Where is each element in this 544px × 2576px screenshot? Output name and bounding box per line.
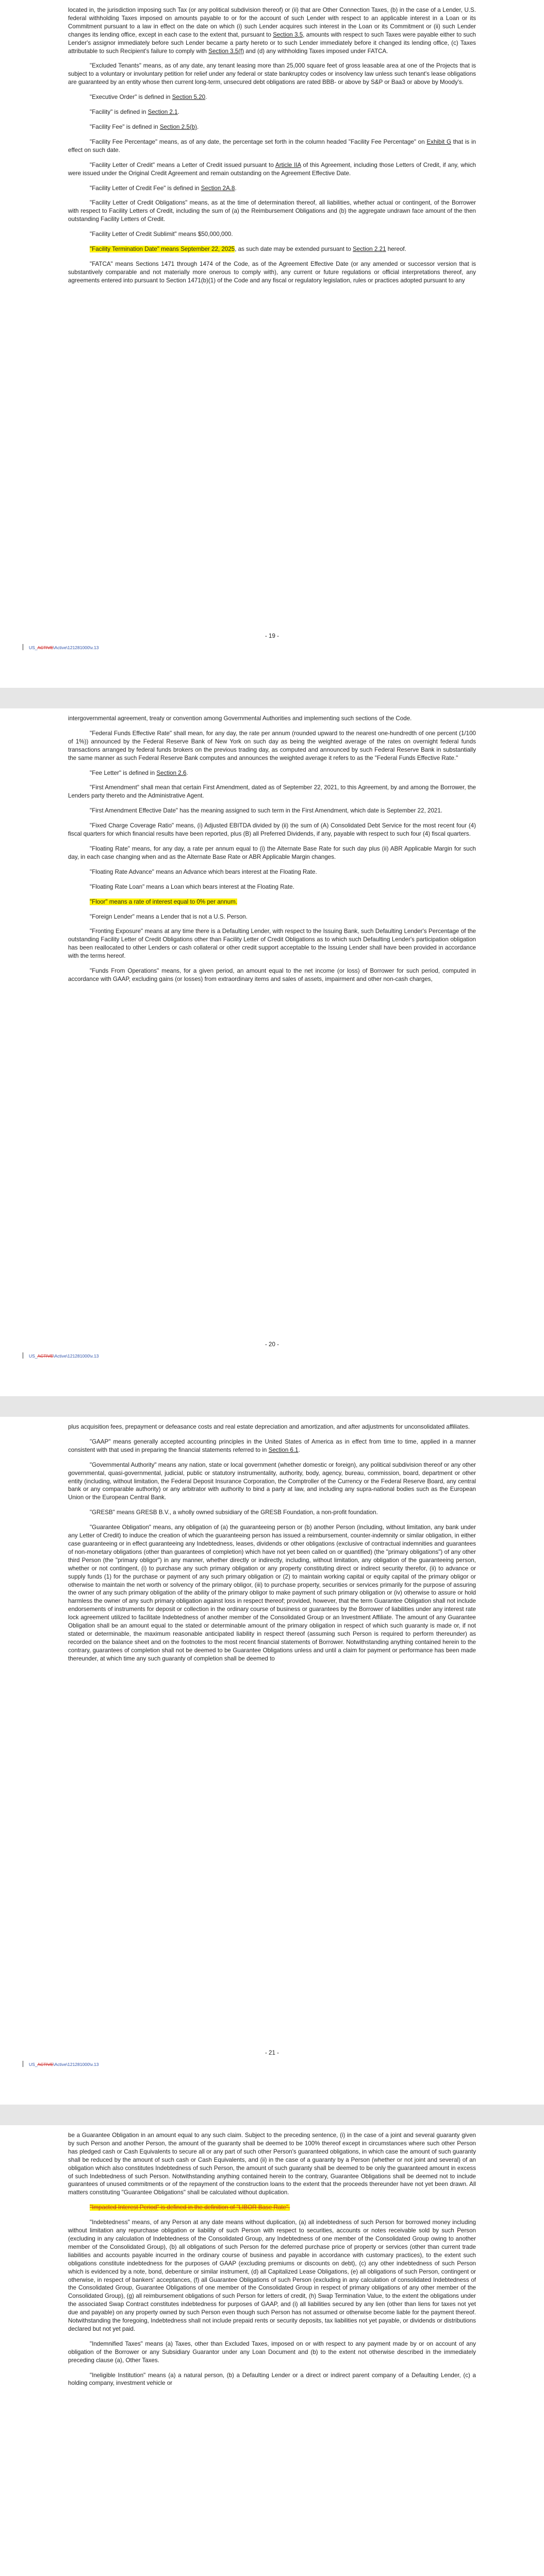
section-reference: Section 2.5(b) — [159, 123, 197, 130]
text-run: "Facility Letter of Credit Sublimit" means $50,000,000. — [90, 231, 233, 238]
text-run: "Floating Rate" means, for any day, a rate per annum equal to (i) the Alternate Base Rate for such day plus (ii) ABR Applicable Margin for such day, in each case changing when and as the Alternate Base Rate or ABR Applicable Margin changes. — [68, 845, 476, 860]
text-run: "Ineligible Institution" means (a) a natural person, (b) a Defaulting Lender or a direct or indirect parent company of a Defaulting Lender, (c) a holding company, investment vehicle or — [68, 2371, 476, 2387]
text-run: "First Amendment" shall mean that certain First Amendment, dated as of September 22, 2021, to this Agreement, by and among the Borrower, the Lenders party thereto and the Administrative Agent. — [68, 784, 476, 800]
text-run: . — [177, 109, 179, 116]
text-run: that is in effect on such date. — [68, 138, 476, 154]
section-reference: Exhibit G — [426, 138, 452, 145]
paragraph — [68, 2204, 476, 2212]
section-reference: Section 2.1 — [147, 109, 178, 116]
paragraph — [68, 161, 476, 178]
text-run: . — [235, 184, 237, 192]
paragraph — [68, 6, 476, 55]
text-run: , as such date may be extended pursuant to — [235, 246, 353, 253]
page-20 — [0, 708, 544, 1396]
paragraph — [68, 715, 476, 723]
text-run: located in, the jurisdiction imposing such Tax (or any political subdivision thereof) or (ii) that are Other Connection Taxes, (b) in the case of a Lender, U.S. federal withholding Taxes imposed on amounts payable to or for the account of such Lender with respect to an applicable interest in a Loan or its Commitment pursuant to a law in effect on the date on which (i) such Lender acquires such interest in the Loan or its Commitment or (ii) such Lender changes its lending office, except in each case to the extent that, pursuant to — [68, 7, 476, 38]
text-run: "Facility Letter of Credit" means a Letter of Credit issued pursuant to — [90, 161, 276, 168]
page-content — [68, 1423, 476, 1670]
text-run: "Floating Rate Advance" means an Advance which bears interest at the Floating Rate. — [90, 868, 317, 875]
paragraph — [68, 1461, 476, 1502]
text-run: "Indemnified Taxes" means (a) Taxes, other than Excluded Taxes, imposed on or with respect to any payment made by or on account of any obligation of the Borrower or any Subsidiary Guarantor under any Loan Document and (b) to the extent not otherwise described in the immediately preceding clause (a), Other Taxes. — [68, 2340, 476, 2364]
text-run: intergovernmental agreement, treaty or convention among Governmental Authorities and implementing such sections of the Code. — [68, 715, 412, 722]
text-run: "Fronting Exposure" means at any time there is a Defaulting Lender, with respect to the Issuing Bank, such Defaulting Lender's Percentage of the outstanding Facility Letter of Credit Obligations other than Facility Letter of Credit Obligations as to which such Defaulting Lender's participation obligation has been reallocated to other Lenders or cash collateral or other credit support acceptable to the Issuing Lender shall have been provided in accordance with the terms hereof. — [68, 928, 476, 960]
page-number: - 20 - — [265, 1341, 279, 1348]
paragraph — [68, 230, 476, 239]
paragraph — [68, 822, 476, 838]
paragraph — [68, 2371, 476, 2388]
paragraph — [68, 898, 476, 906]
paragraph — [68, 927, 476, 960]
text-run: "GRESB" means GRESB B.V., a wholly owned subsidiary of the GRESB Foundation, a non-profit foundation. — [90, 1509, 378, 1516]
highlighted-text: "Facility Termination Date" means September 22, 2025 — [90, 246, 235, 253]
text-run: "GAAP" means generally accepted accounting principles in the United States of America as in effect from time to time, applied in a manner consistent with that used in preparing the financial statements referred to in — [68, 1438, 476, 1453]
paragraph — [68, 260, 476, 285]
text-run: "FATCA" means Sections 1471 through 1474 of the Code, as of the Agreement Effective Date (or any amended or successor version that is substantively comparable and not materially more onerous to comply with), any current or future regulations or official interpretations thereof, any agreements entered into pursuant to Section 1471(b)(1) of the Code and any fiscal or regulatory legislation, rules or practices adopted pursuant to any — [68, 260, 476, 284]
paragraph — [68, 913, 476, 921]
text-run: plus acquisition fees, prepayment or defeasance costs and real estate depreciation and amortization, and after adjustments for unconsolidated affiliates. — [68, 1423, 470, 1430]
paragraph — [68, 807, 476, 815]
section-reference: Section 3.5(f) — [208, 47, 244, 55]
paragraph — [68, 123, 476, 131]
text-run: "Governmental Authority" means any nation, state or local government (whether domestic or foreign), any political subdivision thereof or any other governmental, quasi-governmental, judicial, public or statutory instrumentality, authority, body, agency, bureau, commission, board, department or other entity (including, without limitation, the Federal Deposit Insurance Corporation, the Comptroller of the Currency or the Federal Reserve Board, any central bank or any comparable authority) or any arbitrator with authority to bind a party at law, and including any supra-national bodies such as the European Union or the European Central Bank. — [68, 1461, 476, 1501]
page-content — [68, 6, 476, 292]
section-reference: Section 2.21 — [353, 246, 386, 253]
text-run: . — [197, 123, 199, 130]
text-run: "Facility" is defined in — [90, 109, 148, 116]
page-19 — [0, 0, 544, 688]
doc-footer: US_ACTIVE\Active\121281000\v.13 — [29, 2062, 99, 2067]
text-run: "Fixed Charge Coverage Ratio" means, (i) Adjusted EBITDA divided by (ii) the sum of (A) Consolidated Debt Service for the most recent four (4) fiscal quarters for which financial results have been reported, plus (B) all Preferred Dividends, if any, payable with respect to such four (4) fiscal quarters. — [68, 822, 476, 838]
highlighted-text: "Floor" means a rate of interest equal to 0% per annum. — [90, 898, 237, 905]
paragraph — [68, 184, 476, 193]
paragraph — [68, 784, 476, 800]
text-run: "Foreign Lender" means a Lender that is not a U.S. Person. — [90, 913, 248, 920]
paragraph — [68, 967, 476, 984]
paragraph — [68, 62, 476, 87]
page-22 — [0, 2125, 544, 2576]
section-reference: Section 2.6 — [156, 769, 187, 776]
paragraph — [68, 1423, 476, 1431]
text-run: and (d) any withholding Taxes imposed under FATCA. — [244, 47, 388, 55]
text-run: "Facility Letter of Credit Fee" is defined in — [90, 184, 201, 192]
paragraph — [68, 883, 476, 891]
paragraph — [68, 868, 476, 876]
text-run: "Excluded Tenants" means, as of any date, any tenant leasing more than 25,000 square feet of gross leasable area at one of the Projects that is subject to a voluntary or involuntary petition for relief under any federal or state bankruptcy codes or insolvency law unless such tenant's lease obligations are guaranteed by an entity whose then current long-term, unsecured debt obligations are rated BBB- or above by S&P or Baa3 or above by Moody's. — [68, 62, 476, 86]
doc-footer: US_ACTIVE\Active\121281000\v.13 — [29, 645, 99, 650]
doc-footer: US_ACTIVE\Active\121281000\v.13 — [29, 1353, 99, 1359]
page-number: - 19 - — [265, 633, 279, 639]
text-run: , amounts with respect to such Taxes were payable either to such Lender's assignor immediately before such Lender became a party hereto or to such Lender immediately before it changed its lending office, (c) Taxes attributable to such Recipient's failure to comply with — [68, 31, 476, 55]
paragraph — [68, 730, 476, 762]
text-run: "Federal Funds Effective Rate" shall mean, for any day, the rate per annum (rounded upward to the nearest one-hundredth of one percent (1/100 of 1%)) announced by the Federal Reserve Bank of New York on such day as being the weighted average of the rates on overnight federal funds transactions arranged by federal funds brokers on the previous trading day, as computed and announced by such Federal Reserve Bank in substantially the same manner as such Federal Reserve Bank computes and announces the weighted average it refers to as the "Federal Funds Effective Rate." — [68, 730, 476, 761]
paragraph — [68, 2131, 476, 2197]
text-run: be a Guarantee Obligation in an amount equal to any such claim. Subject to the preceding sentence, (i) in the case of a joint and several guaranty given by such Person and another Person, the amount of the guaranty shall be deemed to be 100% thereof except in circumstances where such other Person has pledged cash or Cash Equivalents to secure all or any part of such other Person's guaranteed obligations, in which case the amount of such guaranty shall be reduced by the amount of such cash or Cash Equivalents, and (ii) in the case of a guaranty by a Person (whether or not joint and several) of an obligation which also constitutes Indebtedness of such Person, the amount of such guaranty shall be deemed to be only the guaranteed amount in excess of such Indebtedness of such Person. Notwithstanding anything contained herein to the contrary, Guarantee Obligations shall be deemed not to include guarantees of unused commitments or of the repayment of the construction loans to the extent that the proceeds thereunder have not yet been drawn. All matters constituting "Guarantee Obligations" shall be calculated without duplication. — [68, 2132, 476, 2196]
text-run: "Executive Order" is defined in — [90, 94, 172, 101]
section-reference: Article IIA — [275, 161, 301, 168]
section-reference: Section 3.5 — [273, 31, 303, 38]
paragraph — [68, 2340, 476, 2365]
text-run: "Facility Letter of Credit Obligations" means, as at the time of determination thereof, all liabilities, whether actual or contingent, of the Borrower with respect to Facility Letters of Credit, including the sum of (a) the Reimbursement Obligations and (b) the aggregate undrawn face amount of the then outstanding Facility Letters of Credit. — [68, 199, 476, 223]
page-content — [68, 715, 476, 990]
text-run: hereof. — [386, 246, 406, 253]
paragraph — [68, 138, 476, 155]
page-content — [68, 2131, 476, 2394]
paragraph — [68, 845, 476, 861]
text-run: "Funds From Operations" means, for a given period, an amount equal to the net income (or loss) of Borrower for such period, computed in accordance with GAAP, excluding gains (or losses) from extraordinary items and sales of assets, impairment and other non-cash charges, — [68, 968, 476, 982]
page-number: - 21 - — [265, 2049, 279, 2056]
text-run: . — [186, 769, 188, 776]
paragraph — [68, 245, 476, 253]
text-run: "Indebtedness" means, of any Person at any date means without duplication, (a) all indebtedness of such Person for borrowed money including without limitation any repurchase obligation or liability of such Person with respect to securities, accounts or notes receivable sold by such Person (excluding in any calculation of Indebtedness of the Consolidated Group, any Indebtedness of one member of the Consolidated Group owing to another member of the Consolidated Group), (b) all obligations of such Person for the deferred purchase price of property or services (other than current trade liabilities and accounts payable incurred in the ordinary course of business and payable in accordance with customary practices), to the extent such obligations constitute indebtedness for the purposes of GAAP (excluding premiums or discounts on debt), (c) any other indebtedness of such Person which is evidenced by a note, bond, debenture or similar instrument, (d) all Capitalized Lease Obligations, (e) all obligations of such Person, contingent or otherwise, in respect of bankers' acceptances, (f) all Guarantee Obligations of such Person (excluding in any calculation of consolidated Indebtedness of the Consolidated Group, Guarantee Obligations of one member of the Consolidated Group in respect of primary obligations of any other member of the Consolidated Group), (g) all reimbursement obligations of such Person for letters of credit, (h) Swap Termination Value, to the extent the obligations under the associated Swap Contract constitutes indebtedness for purposes of GAAP, and (i) all liabilities secured by any lien (other than liens for taxes not yet due and payable) on any property owned by such Person even though such Person has not assumed or otherwise become liable for the payment thereof. Notwithstanding the foregoing, Indebtedness shall not include prepaid rents or security deposits, tax liabilities not yet payable, or dividends or distributions declared but not yet paid. — [68, 2219, 476, 2332]
paragraph — [68, 1438, 476, 1454]
section-reference: Section 2A.8 — [201, 184, 235, 192]
text-run: "Fee Letter" is defined in — [90, 769, 157, 776]
text-run: "Floating Rate Loan" means a Loan which bears interest at the Floating Rate. — [90, 883, 294, 890]
paragraph — [68, 769, 476, 777]
paragraph — [68, 1509, 476, 1517]
section-reference: Section 5.20 — [172, 94, 206, 101]
page-21 — [0, 1417, 544, 2105]
paragraph — [68, 2218, 476, 2333]
text-run: . — [205, 94, 207, 101]
text-run: "Facility Fee" is defined in — [90, 123, 160, 130]
paragraph — [68, 108, 476, 116]
paragraph — [68, 199, 476, 224]
text-run: "Facility Fee Percentage" means, as of any date, the percentage set forth in the column headed "Facility Fee Percentage" on — [90, 138, 427, 145]
paragraph — [68, 1523, 476, 1663]
paragraph — [68, 93, 476, 101]
text-run: . — [298, 1446, 300, 1453]
text-run: "Guarantee Obligation" means, any obligation of (a) the guaranteeing person or (b) another Person (including, without limitation, any bank under any Letter of Credit) to induce the creation of which the guaranteeing person has issued a reimbursement, counter-indemnity or similar obligation, in either case guaranteeing or in effect guaranteeing any Indebtedness, leases, dividends or other obligations (exclusive of contractual indemnities and guarantees of non-monetary obligations (other than guarantees of completion) which have not yet been called on or quantified) (the "primary obligations") of any other third Person (the "primary obligor") in any manner, whether directly or indirectly, including, without limitation, any obligation of the guaranteeing person, whether or not contingent, (i) to purchase any such primary obligation or any property constituting direct or indirect security therefor, (ii) to advance or supply funds (1) for the purchase or payment of any such primary obligation or (2) to maintain working capital or equity capital of the primary obligor or otherwise to maintain the net worth or solvency of the primary obligor, (iii) to purchase property, securities or services primarily for the purpose of assuring the owner of any such primary obligation of the ability of the primary obligor to make payment of such primary obligation or (iv) otherwise to assure or hold harmless the owner of any such primary obligation against loss in respect thereof; provided, however, that the term Guarantee Obligation shall not include endorsements of instruments for deposit or collection in the ordinary course of business or guarantees by the Borrower of liabilities under any interest rate lock agreement utilized to facilitate Indebtedness of another member of the Consolidated Group or an Investment Affiliate. The amount of any Guarantee Obligation shall be an amount equal to the stated or determinable amount of the primary obligation in respect of which such guaranty is made or, if not stated or determinable, the maximum reasonable anticipated liability in respect thereof (assuming such Person is required to perform thereunder) as recorded on the balance sheet and on the footnotes to the most recent financial statements of Borrower. Notwithstanding anything contained herein to the contrary, guarantees of completion shall not be deemed to be Guarantee Obligations unless and until a claim for payment or performance has been made thereunder, at which time any such guaranty of completion shall be deemed to — [68, 1524, 476, 1662]
text-run: of this Agreement, including those Letters of Credit, if any, which were issued under the Original Credit Agreement and remain outstanding on the Agreement Effective Date. — [68, 161, 476, 177]
text-run: "First Amendment Effective Date" has the meaning assigned to such term in the First Amendment, which date is September 22, 2021. — [90, 807, 443, 815]
deleted-highlighted-text: "Impacted Interest Period" is defined in the definition of "LIBOR Base Rate". — [90, 2204, 290, 2211]
section-reference: Section 6.1 — [268, 1446, 299, 1453]
